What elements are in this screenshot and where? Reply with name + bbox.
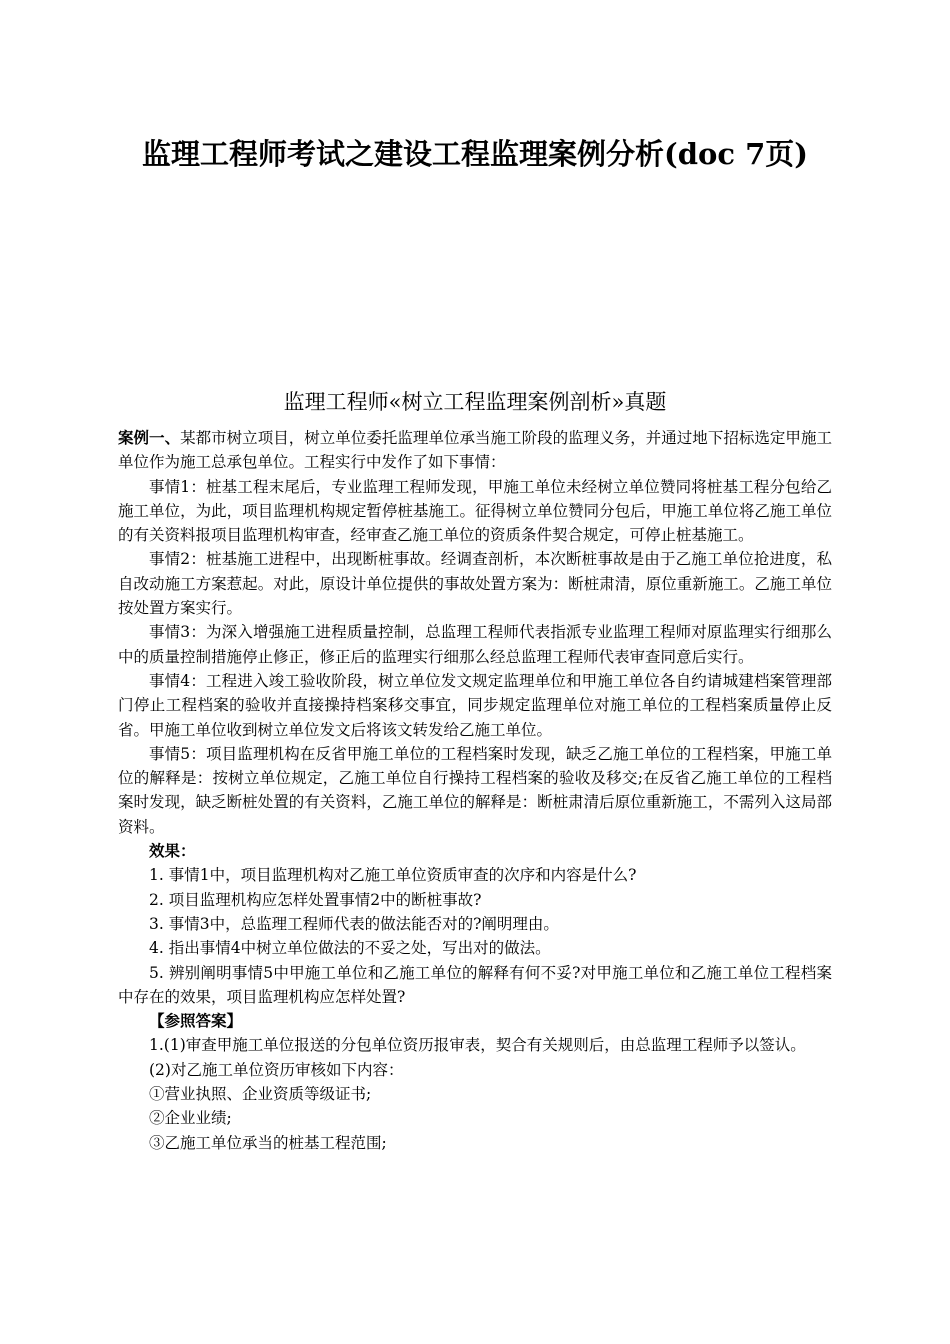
questions-heading: 效果： (149, 841, 196, 861)
question-2: 2. 项目监理机构应怎样处置事情2中的断桩事故? (149, 890, 482, 909)
document-title: 监理工程师考试之建设工程监理案例分析(doc 7页) (142, 137, 808, 171)
document-body (118, 426, 832, 1155)
event-5: 事情5：项目监理机构在反省甲施工单位的工程档案时发现，缺乏乙施工单位的工程档案，甲施工单位的解释是：按树立单位规定，乙施工单位自行操持工程档案的验收及移交;在反省乙施工单位的工程档案时发现，缺乏断桩处置的有关资料，乙施工单位的解释是：断桩肃清后原位重新施工，不需列入这局部资料。 (118, 744, 832, 836)
answer-item-2: ②企业业绩; (149, 1109, 232, 1128)
question-3: 3. 事情3中，总监理工程师代表的做法能否对的?阐明理由。 (149, 914, 559, 933)
question-5: 5. 辨别阐明事情5中甲施工单位和乙施工单位的解释有何不妥?对甲施工单位和乙施工单位工程档案中存在的效果，项目监理机构应怎样处置? (118, 963, 832, 1006)
answer-item-3: ③乙施工单位承当的桩基工程范围; (149, 1133, 387, 1152)
event-4: 事情4：工程进入竣工验收阶段，树立单位发文规定监理单位和甲施工单位各自约请城建档案管理部门停止工程档案的验收并直接操持档案移交事宜，同步规定监理单位对施工单位的工程档案质量停止反省。甲施工单位收到树立单位发文后将该文转发给乙施工单位。 (118, 671, 832, 739)
event-2: 事情2：桩基施工进程中，出现断桩事故。经调查剖析，本次断桩事故是由于乙施工单位抢进度，私自改动施工方案惹起。对此，原设计单位提供的事故处置方案为：断桩肃清，原位重新施工。乙施工单位按处置方案实行。 (118, 550, 832, 618)
question-1: 1. 事情1中，项目监理机构对乙施工单位资质审查的次序和内容是什么? (149, 866, 637, 885)
event-3: 事情3：为深入增强施工进程质量控制，总监理工程师代表指派专业监理工程师对原监理实行细那么中的质量控制措施停止修正，修正后的监理实行细那么经总监理工程师代表审查同意后实行。 (118, 623, 832, 666)
document-subtitle: 监理工程师«树立工程监理案例剖析»真题 (283, 390, 667, 414)
question-4: 4. 指出事情4中树立单位做法的不妥之处，写出对的做法。 (149, 939, 551, 958)
case-intro: 某都市树立项目，树立单位委托监理单位承当施工阶段的监理义务，并通过地下招标选定甲施工单位作为施工总承包单位。工程实行中发作了如下事情： (118, 429, 832, 472)
answer-item-1: ①营业执照、企业资质等级证书; (149, 1085, 372, 1104)
event-1: 事情1：桩基工程末尾后，专业监理工程师发现，甲施工单位未经树立单位赞同将桩基工程分包给乙施工单位，为此，项目监理机构规定暂停桩基施工。征得树立单位赞同分包后，甲施工单位将乙施工单位的有关资料报项目监理机构审查，经审查乙施工单位的资质条件契合规定，可停止桩基施工。 (118, 477, 832, 545)
case-label: 案例一、 (118, 428, 181, 447)
answer-1: 1.(1)审查甲施工单位报送的分包单位资历报审表，契合有关规则后，由总监理工程师予以签认。 (149, 1036, 806, 1055)
case-intro-paragraph (118, 426, 832, 475)
answers-heading: 【参照答案】 (149, 1011, 243, 1031)
answer-2: (2)对乙施工单位资历审核如下内容： (149, 1060, 404, 1079)
